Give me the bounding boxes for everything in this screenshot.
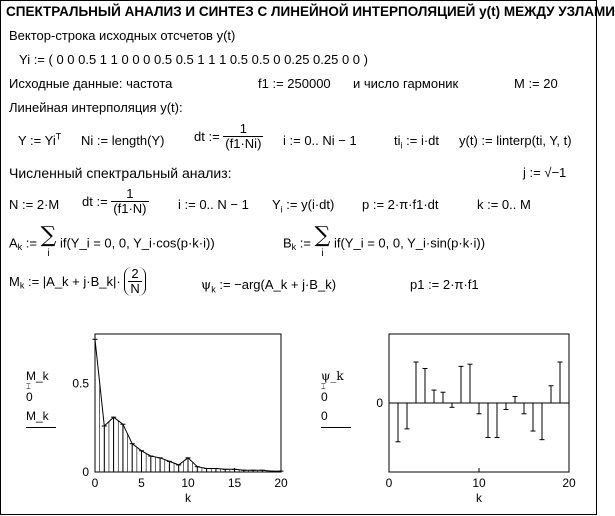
source-freq-label: Исходные данные: частота (9, 76, 173, 91)
legend-zero-2: 0 (321, 409, 328, 423)
legend-marker: ⌶ (321, 382, 326, 391)
y-tick-label: 0 (82, 465, 89, 479)
x-tick-label: 10 (181, 476, 195, 490)
magnitude-chart[interactable] (71, 326, 288, 516)
i2-range-formula[interactable]: i := 0.. N − 1 (178, 197, 249, 212)
interp-label: Линейная интерполяция y(t): (9, 100, 183, 115)
yi-vector-formula[interactable]: Yi := ( 0 0 0.5 1 1 0 0 0 0.5 0.5 1 1 1 0.5 0.5 0 0.25 0.25 0 0 ) (19, 52, 368, 67)
dt2-formula[interactable]: dt := $\frac{1}{(f1\cdot N)}$ (82, 186, 147, 216)
x-tick-label: 10 (472, 476, 486, 490)
x-axis-label: k (185, 491, 191, 505)
y-transpose-formula[interactable]: Y := $Yi^T$ (18, 131, 62, 148)
mk-formula[interactable]: $M_k$ := |A_k + j·B_k|· $\frac{2}{N}$ (9, 267, 146, 296)
legend-line (26, 427, 56, 428)
chart1-legend (26, 369, 58, 428)
ak-formula[interactable]: $A_k$ := ∑ i if(Y_i = 0, 0, Y_i·cos(p·k·i)) (9, 223, 215, 259)
n-formula[interactable]: N := 2·M (9, 197, 60, 212)
x-tick-label: 0 (91, 476, 99, 490)
x-tick-label: 15 (227, 476, 242, 490)
numeric-analysis-label: Численный спектральный анализ: (9, 165, 232, 181)
x-axis-label: k (476, 491, 482, 505)
y-tick-label: 0 (376, 396, 383, 410)
y-tick-label: 0.5 (72, 376, 89, 391)
chart2-legend (321, 369, 355, 428)
legend-psi: ψ_k (321, 369, 344, 383)
i1-range-formula[interactable]: i := 0.. Ni − 1 (283, 133, 357, 148)
legend-mk-1: M_k (26, 369, 49, 383)
linterp-formula[interactable]: y(t) := linterp(ti, Y, t) (459, 133, 572, 148)
m-formula[interactable]: M := 20 (514, 76, 558, 91)
phase-chart[interactable] (359, 326, 579, 516)
ti-formula[interactable]: $ti_i$ := i·dt (394, 133, 439, 151)
f1-formula[interactable]: f1 := 250000 (258, 76, 331, 91)
harmonics-label: и число гармоник (353, 76, 459, 91)
vector-label: Вектор-строка исходных отсчетов y(t) (9, 28, 236, 43)
psi-formula[interactable]: $\psi_k$ := −arg(A_k + j·B_k) (201, 277, 337, 295)
dt1-formula[interactable]: dt := $\frac{1}{(f1\cdot Ni)}$ (194, 121, 262, 151)
x-tick-label: 20 (562, 476, 576, 490)
legend-marker: ⌶ (26, 382, 31, 391)
bk-formula[interactable]: $B_k$ := ∑ i if(Y_i = 0, 0, Y_i·sin(p·k·i)) (283, 223, 486, 259)
legend-zero-1: 0 (321, 390, 328, 404)
p-formula[interactable]: p := 2·π·f1·dt (362, 197, 439, 212)
legend-zero: 0 (26, 390, 33, 404)
x-tick-label: 20 (274, 476, 288, 490)
k-range-formula[interactable]: k := 0.. M (477, 197, 531, 212)
x-tick-label: 5 (138, 476, 145, 490)
p1-formula[interactable]: p1 := 2·π·f1 (410, 277, 479, 292)
ni-formula[interactable]: Ni := length(Y) (81, 133, 165, 148)
j-formula[interactable]: j := √−1 (523, 165, 567, 180)
x-tick-label: 0 (385, 476, 393, 490)
legend-line (321, 427, 351, 428)
legend-mk-2: M_k (26, 409, 49, 423)
yi-sample-formula[interactable]: $Y_i$ := y(i·dt) (272, 197, 335, 215)
page-title: СПЕКТРАЛЬНЫЙ АНАЛИЗ И СИНТЕЗ С ЛИНЕЙНОЙ ИНТЕРПОЛЯЦИЕЙ y(t) МЕЖДУ УЗЛАМИ (6, 4, 615, 19)
